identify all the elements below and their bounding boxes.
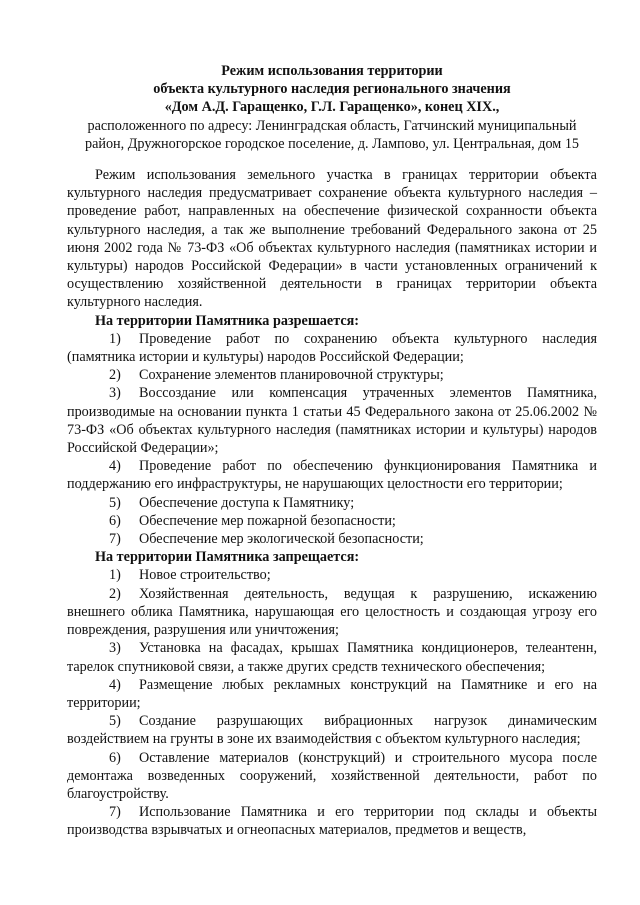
intro-paragraph: Режим использования земельного участка в границах территории объекта культурного наследия предусматривает сохранение объекта культурного наследия – проведение работ, направленных на обеспечение физической сохранности объекта культурного наследия, а так же выполнение требований Федерального закона от 25 июня 2002 года № 73-ФЗ «Об объектах культурного наследия (памятниках истории и культуры) народов Российской Федерации» в части установленных ограничений к осуществлению хозяйственной деятельности в границах территории объекта культурного наследия. [67,167,597,311]
allowed-item-number: 7) [109,531,121,548]
allowed-item-text: Обеспечение мер экологической безопасности; [139,531,424,548]
forbidden-item [67,676,597,712]
forbidden-item-text: Оставление материалов (конструкций) и строительного мусора после демонтажа возведенных сооружений, хозяйственной деятельности, работ по благоустройству. [67,749,597,802]
forbidden-item-text: Использование Памятника и его территории под склады и объекты производства взрывчатых и огнеопасных материалов, предметов и веществ, [67,804,597,839]
forbidden-item-number: 6) [109,749,121,766]
allowed-item [67,366,597,384]
allowed-item-text: Обеспечение мер пожарной безопасности; [139,512,396,529]
forbidden-item-text: Установка на фасадах, крышах Памятника кондиционеров, телеантенн, тарелок спутниковой связи, а также других средств технического обеспечения; [67,640,597,675]
forbidden-item-number: 7) [109,804,121,821]
allowed-item [67,530,597,548]
forbidden-list [67,566,597,839]
document-title-line-3: «Дом А.Д. Гаращенко, Г.Л. Гаращенко», конец XIX., [164,99,500,116]
allowed-item-text: Обеспечение доступа к Памятнику; [139,494,355,511]
forbidden-item [67,803,597,839]
document-title-line-2: объекта культурного наследия регионального значения [153,81,511,98]
forbidden-item [67,639,597,675]
allowed-item [67,512,597,530]
forbidden-item [67,585,597,640]
allowed-heading: На территории Памятника разрешается: [95,312,360,329]
forbidden-item-number: 4) [109,676,121,693]
allowed-item-text: Проведение работ по сохранению объекта культурного наследия (памятника истории и культуры) народов Российской Федерации; [67,330,597,366]
allowed-item-text: Сохранение элементов планировочной структуры; [139,367,444,384]
forbidden-item-number: 5) [109,713,121,730]
forbidden-item-text: Новое строительство; [139,567,271,584]
forbidden-item-number: 2) [109,585,121,602]
allowed-item [67,494,597,512]
allowed-item-number: 6) [109,512,121,529]
allowed-item-number: 2) [109,367,121,384]
allowed-item [67,330,597,366]
allowed-list [67,330,597,548]
allowed-item [67,457,597,493]
forbidden-item [67,566,597,584]
forbidden-heading: На территории Памятника запрещается: [95,549,360,566]
forbidden-item [67,712,597,748]
allowed-item-text: Проведение работ по обеспечению функционирования Памятника и поддержанию его инфраструктуры, не нарушающих целостности его территории; [67,458,597,493]
allowed-item [67,384,597,457]
forbidden-item-number: 3) [109,640,121,657]
forbidden-item [67,749,597,804]
allowed-item-text: Воссоздание или компенсация утраченных элементов Памятника, производимые на основании пункта 1 статьи 45 Федерального закона от 25.06.2002 № 73-ФЗ «Об объектах культурного наследия (памятниках истории и культуры) народов Российской Федерации»; [67,385,597,457]
forbidden-item-text: Хозяйственная деятельность, ведущая к разрушению, искажению внешнего облика Памятника, нарушающая его целостность и создающая угрозу его повреждения, разрушения или уничтожения; [67,585,597,639]
forbidden-item-text: Размещение любых рекламных конструкций на Памятнике и его на территории; [67,676,597,711]
address-line-1: расположенного по адресу: Ленинградская область, Гатчинский муниципальный [87,117,577,134]
spacer [67,153,597,166]
document-page [67,62,597,840]
allowed-item-number: 4) [109,458,121,475]
address-line-2: район, Дружногорское городское поселение, д. Лампово, ул. Центральная, дом 15 [84,135,580,152]
allowed-item-number: 3) [109,385,121,402]
allowed-item-number: 5) [109,494,121,511]
forbidden-item-number: 1) [109,567,121,584]
document-title-line-1: Режим использования территории [221,63,443,79]
forbidden-item-text: Создание разрушающих вибрационных нагрузок динамическим воздействием на грунты в зоне их взаимодействия с объектом культурного наследия; [67,713,597,748]
allowed-item-number: 1) [109,330,121,347]
